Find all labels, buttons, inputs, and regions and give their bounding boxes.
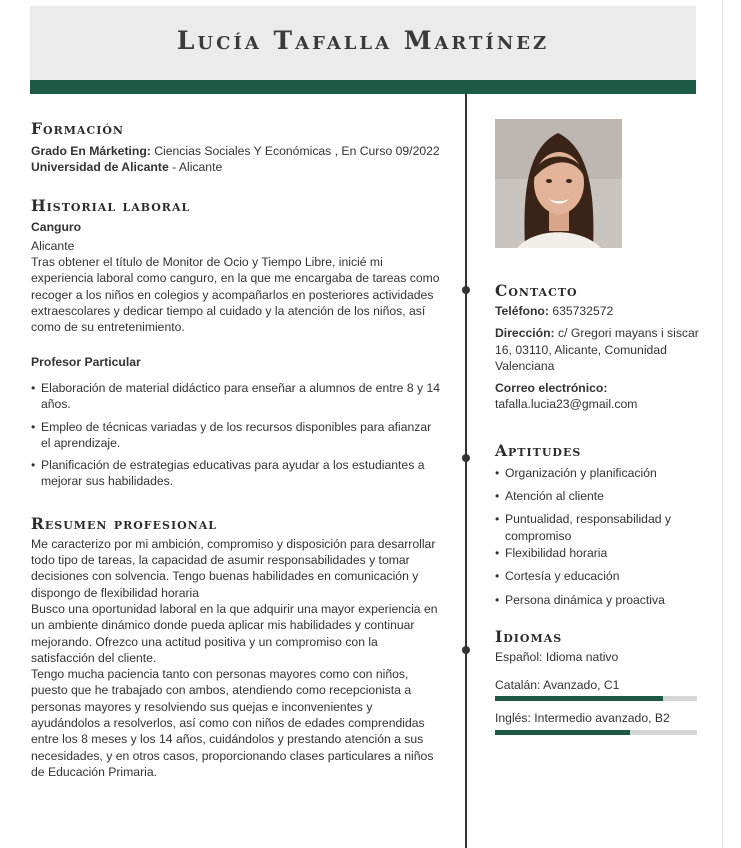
education-section bbox=[31, 119, 441, 176]
skills-section bbox=[495, 441, 700, 608]
job-location: Alicante bbox=[31, 238, 75, 253]
list-item: • Atención al cliente bbox=[495, 488, 700, 504]
summary-paragraph: Tengo mucha paciencia tanto con personas mayores como con niños, puesto que he trabajado con ambos, atendiendo como recepcionista a personas mayores y resolviendo sus quejas e inconvenientes y ayudándolos a resolverlos, así como con niños de edades comprendidas entre los 8 meses y los 14 años, cuidándolos y prestando atención a sus necesidades, y en otros casos, proporcionando clases particulares a niños de Educación Primaria. bbox=[31, 667, 434, 779]
work-heading: Historial laboral bbox=[31, 195, 191, 215]
contact-phone: Teléfono: 635732572 bbox=[495, 304, 614, 318]
column-divider bbox=[465, 94, 467, 848]
language-item: Inglés: Intermedio avanzado, B2 bbox=[495, 711, 670, 726]
list-item: • Flexibilidad horaria bbox=[495, 545, 700, 561]
language-item: Español: Idioma nativo bbox=[495, 649, 619, 664]
language-item: Catalán: Avanzado, C1 bbox=[495, 678, 620, 693]
side-column bbox=[495, 119, 700, 735]
summary-paragraph: Me caracterizo por mi ambición, compromiso y disposición para desarrollar todo tipo de tareas, la capacidad de asumir responsabilidades y tomar decisiones con solvencia. Tengo buenas habilidades en comunicación y dispongo de flexibilidad horaria bbox=[31, 536, 436, 600]
summary-paragraph: Busco una oportunidad laboral en la que adquirir una mayor experiencia en un ambiente dinámico donde pueda aplicar mis habilidades y continuar mejorando. Ofrezco una actitud positiva y un compromiso con la satisfacción del cliente. bbox=[31, 601, 438, 665]
job-bullets bbox=[31, 380, 441, 490]
language-level-fill bbox=[495, 696, 663, 701]
summary-heading: Resumen profesional bbox=[31, 513, 217, 533]
contact-heading: Contacto bbox=[495, 281, 578, 300]
list-item: • Cortesía y educación bbox=[495, 568, 700, 584]
job-description: Tras obtener el título de Monitor de Ocio y Tiempo Libre, inicié mi experiencia laboral como canguro, en la que me encargaba de tareas como recoger a los niños en colegios y acompañarlos en posteriores actividades extraescolares y dedicar tiempo al cuidado y la atención de los niños, así como de su entretenimiento. bbox=[31, 255, 440, 335]
languages-heading: Idiomas bbox=[495, 626, 563, 646]
language-level-bar bbox=[495, 696, 697, 701]
profile-photo bbox=[495, 119, 622, 248]
list-item: • Elaboración de material didáctico para enseñar a alumnos de entre 8 y 14 años. bbox=[31, 380, 441, 413]
page-edge bbox=[722, 0, 723, 848]
list-item: • Empleo de técnicas variadas y de los recursos disponibles para afianzar el aprendizaje. bbox=[31, 419, 441, 452]
main-column bbox=[31, 119, 441, 780]
contact-address: Dirección: c/ Gregori mayans i siscar 16, 03110, Alicante, Comunidad Valenciana bbox=[495, 326, 699, 373]
candidate-name: Lucía Tafalla Martínez bbox=[176, 26, 550, 55]
degree-line: Grado En Márketing: Ciencias Sociales Y Económicas , En Curso 09/2022 bbox=[31, 144, 440, 158]
work-section bbox=[31, 196, 441, 490]
list-item: • Puntualidad, responsabilidad y compromiso bbox=[495, 511, 700, 544]
job-title: Canguro bbox=[31, 219, 82, 234]
divider-dot-languages bbox=[462, 646, 470, 654]
job-title: Profesor Particular bbox=[31, 354, 141, 369]
contact-email-label: Correo electrónico: bbox=[495, 381, 608, 396]
divider-dot-contact bbox=[462, 286, 470, 294]
contact-section bbox=[495, 281, 700, 413]
summary-section bbox=[31, 514, 441, 780]
language-level-fill bbox=[495, 730, 630, 735]
list-item: • Persona dinámica y proactiva bbox=[495, 592, 700, 608]
university-line: Universidad de Alicante - Alicante bbox=[31, 160, 223, 175]
languages-section bbox=[495, 627, 700, 735]
skills-list bbox=[495, 465, 700, 608]
accent-band bbox=[30, 80, 696, 94]
header bbox=[30, 6, 696, 80]
divider-dot-skills bbox=[462, 454, 470, 462]
contact-email: tafalla.lucia23@gmail.com bbox=[495, 397, 638, 412]
education-heading: Formación bbox=[31, 119, 124, 138]
list-item: • Planificación de estrategias educativas para ayudar a los estudiantes a mejorar sus habilidades. bbox=[31, 457, 441, 490]
list-item: • Organización y planificación bbox=[495, 465, 700, 481]
language-level-bar bbox=[495, 730, 697, 735]
skills-heading: Aptitudes bbox=[495, 440, 582, 460]
